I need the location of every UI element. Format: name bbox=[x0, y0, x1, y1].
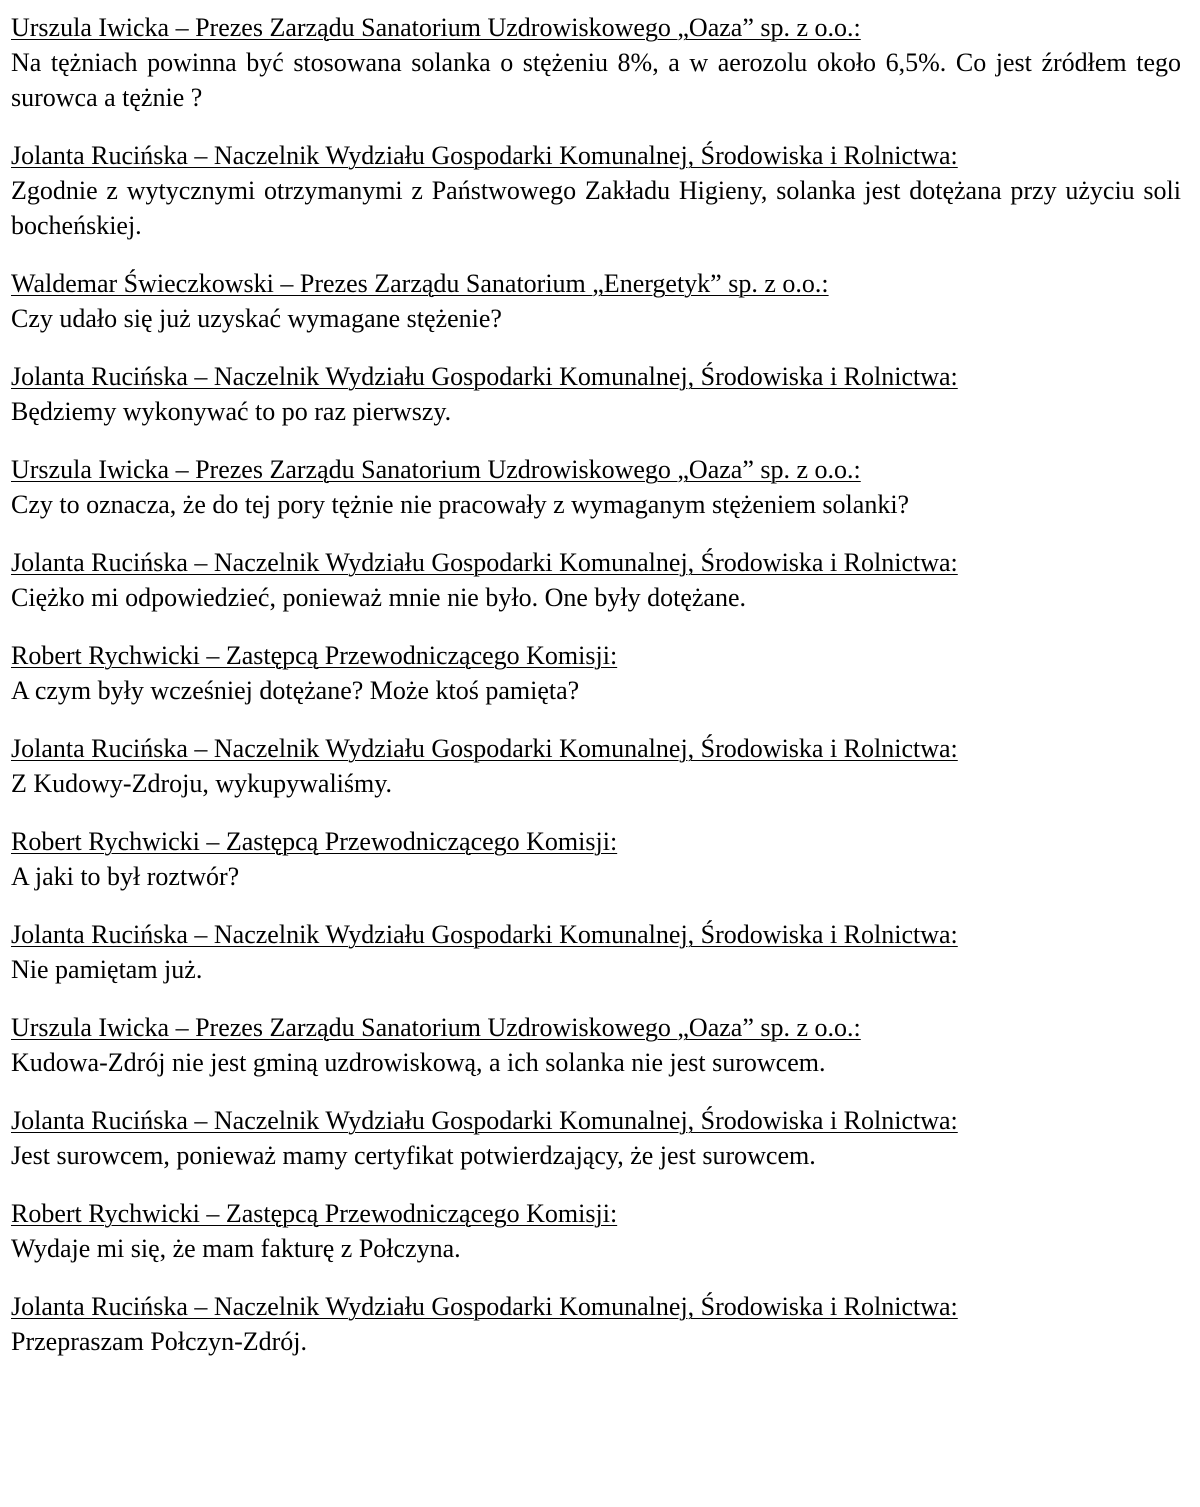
utterance-text: A jaki to był roztwór? bbox=[11, 862, 240, 891]
utterance-text: Zgodnie z wytycznymi otrzymanymi z Państwowego Zakładu Higieny, solanka jest dotężana przy użyciu soli bocheńskiej. bbox=[11, 176, 1181, 240]
utterance-text: Wydaje mi się, że mam fakturę z Połczyna. bbox=[11, 1234, 461, 1263]
dialogue-entry bbox=[11, 1106, 1181, 1173]
dialogue-entry bbox=[11, 734, 1181, 801]
speaker-name: Jolanta Rucińska – Naczelnik Wydziału Gospodarki Komunalnej, Środowiska i Rolnictwa: bbox=[11, 362, 958, 391]
speaker-name: Jolanta Rucińska – Naczelnik Wydziału Gospodarki Komunalnej, Środowiska i Rolnictwa: bbox=[11, 1106, 958, 1135]
utterance-text: Kudowa-Zdrój nie jest gminą uzdrowiskową, a ich solanka nie jest surowcem. bbox=[11, 1048, 826, 1077]
utterance-text: Czy to oznacza, że do tej pory tężnie nie pracowały z wymaganym stężeniem solanki? bbox=[11, 490, 910, 519]
dialogue-entry bbox=[11, 1199, 1181, 1266]
utterance-text: Przepraszam Połczyn-Zdrój. bbox=[11, 1327, 308, 1356]
dialogue-entry bbox=[11, 548, 1181, 615]
dialogue-entry bbox=[11, 141, 1181, 243]
utterance-text: Z Kudowy-Zdroju, wykupywaliśmy. bbox=[11, 769, 393, 798]
dialogue-entry bbox=[11, 1013, 1181, 1080]
speaker-name: Jolanta Rucińska – Naczelnik Wydziału Gospodarki Komunalnej, Środowiska i Rolnictwa: bbox=[11, 141, 958, 170]
speaker-name: Jolanta Rucińska – Naczelnik Wydziału Gospodarki Komunalnej, Środowiska i Rolnictwa: bbox=[11, 920, 958, 949]
speaker-name: Robert Rychwicki – Zastępcą Przewodniczącego Komisji: bbox=[11, 827, 618, 856]
speaker-name: Robert Rychwicki – Zastępcą Przewodniczącego Komisji: bbox=[11, 641, 618, 670]
speaker-name: Urszula Iwicka – Prezes Zarządu Sanatorium Uzdrowiskowego „Oaza” sp. z o.o.: bbox=[11, 13, 861, 42]
dialogue-entry bbox=[11, 827, 1181, 894]
dialogue-entry bbox=[11, 1292, 1181, 1359]
speaker-name: Urszula Iwicka – Prezes Zarządu Sanatorium Uzdrowiskowego „Oaza” sp. z o.o.: bbox=[11, 1013, 861, 1042]
dialogue-entry bbox=[11, 362, 1181, 429]
dialogue-entry bbox=[11, 455, 1181, 522]
speaker-name: Waldemar Świeczkowski – Prezes Zarządu Sanatorium „Energetyk” sp. z o.o.: bbox=[11, 269, 829, 298]
speaker-name: Jolanta Rucińska – Naczelnik Wydziału Gospodarki Komunalnej, Środowiska i Rolnictwa: bbox=[11, 734, 958, 763]
utterance-text: Czy udało się już uzyskać wymagane stężenie? bbox=[11, 304, 502, 333]
speaker-name: Robert Rychwicki – Zastępcą Przewodniczącego Komisji: bbox=[11, 1199, 618, 1228]
dialogue-entry bbox=[11, 269, 1181, 336]
dialogue-entry bbox=[11, 13, 1181, 115]
speaker-name: Jolanta Rucińska – Naczelnik Wydziału Gospodarki Komunalnej, Środowiska i Rolnictwa: bbox=[11, 548, 958, 577]
dialogue-entry bbox=[11, 641, 1181, 708]
utterance-text: Nie pamiętam już. bbox=[11, 955, 203, 984]
utterance-text: Jest surowcem, ponieważ mamy certyfikat potwierdzający, że jest surowcem. bbox=[11, 1141, 816, 1170]
utterance-text: A czym były wcześniej dotężane? Może ktoś pamięta? bbox=[11, 676, 580, 705]
utterance-text: Na tężniach powinna być stosowana solanka o stężeniu 8%, a w aerozolu około 6,5%. Co jest źródłem tego surowca a tężnie ? bbox=[11, 48, 1181, 112]
transcript-document bbox=[11, 13, 1181, 1385]
speaker-name: Jolanta Rucińska – Naczelnik Wydziału Gospodarki Komunalnej, Środowiska i Rolnictwa: bbox=[11, 1292, 958, 1321]
speaker-name: Urszula Iwicka – Prezes Zarządu Sanatorium Uzdrowiskowego „Oaza” sp. z o.o.: bbox=[11, 455, 861, 484]
dialogue-entry bbox=[11, 920, 1181, 987]
utterance-text: Będziemy wykonywać to po raz pierwszy. bbox=[11, 397, 452, 426]
utterance-text: Ciężko mi odpowiedzieć, ponieważ mnie nie było. One były dotężane. bbox=[11, 583, 746, 612]
